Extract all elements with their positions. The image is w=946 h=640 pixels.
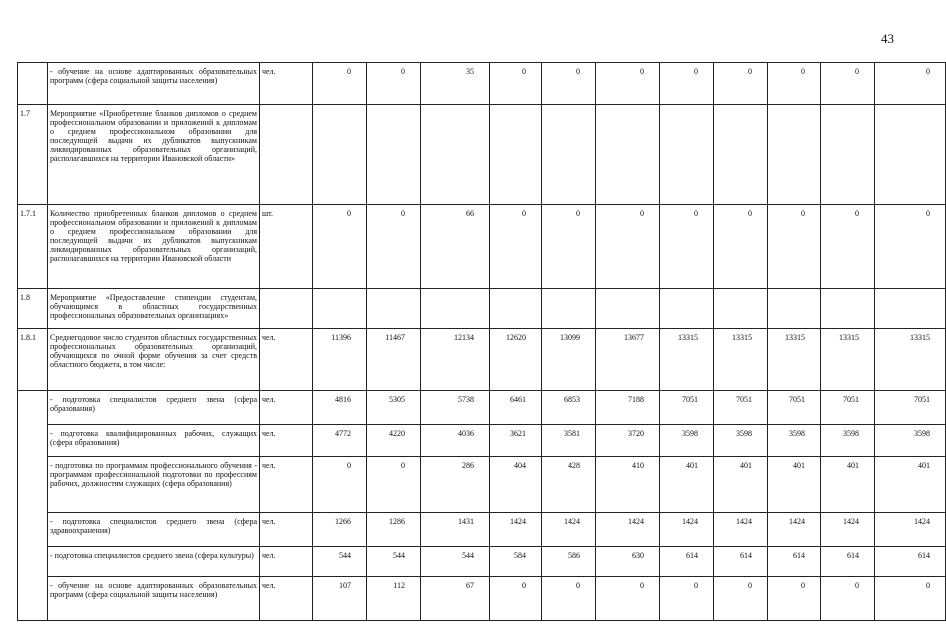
value-cell: 614 <box>768 547 821 577</box>
value-cell: 428 <box>542 457 596 513</box>
value-cell <box>660 105 714 205</box>
indicator-description: Мероприятие «Предоставление стипендии студентам, обучающимся в областных государственных профессиональных образовательных организациях» <box>48 289 260 329</box>
value-cell <box>768 289 821 329</box>
value-cell <box>542 105 596 205</box>
row-number: 1.7 <box>18 105 48 205</box>
value-cell: 1424 <box>542 513 596 547</box>
value-cell: 1431 <box>421 513 490 547</box>
value-cell <box>367 105 421 205</box>
value-cell: 630 <box>596 547 660 577</box>
value-cell: 401 <box>875 457 946 513</box>
value-cell: 0 <box>875 63 946 105</box>
table-row <box>18 105 946 205</box>
value-cell <box>367 289 421 329</box>
row-number <box>18 63 48 105</box>
indicator-description: - подготовка по программам профессионального обучения - программам профессиональной подготовки по профессиям рабочих, должностям служащих (сфера образования) <box>48 457 260 513</box>
value-cell: 401 <box>768 457 821 513</box>
value-cell <box>490 289 542 329</box>
value-cell: 0 <box>490 205 542 289</box>
value-cell: 0 <box>821 63 875 105</box>
unit-cell: чел. <box>260 457 313 513</box>
value-cell: 0 <box>313 63 367 105</box>
unit-cell <box>260 289 313 329</box>
value-cell: 544 <box>367 547 421 577</box>
value-cell: 13315 <box>714 329 768 391</box>
value-cell: 0 <box>367 63 421 105</box>
value-cell: 0 <box>490 577 542 621</box>
value-cell: 410 <box>596 457 660 513</box>
value-cell: 0 <box>367 457 421 513</box>
value-cell: 35 <box>421 63 490 105</box>
value-cell: 614 <box>821 547 875 577</box>
value-cell <box>421 105 490 205</box>
unit-cell <box>260 105 313 205</box>
value-cell: 586 <box>542 547 596 577</box>
value-cell: 107 <box>313 577 367 621</box>
value-cell: 3581 <box>542 425 596 457</box>
value-cell <box>421 289 490 329</box>
value-cell <box>313 105 367 205</box>
value-cell: 13315 <box>821 329 875 391</box>
value-cell: 0 <box>714 63 768 105</box>
value-cell: 7051 <box>875 391 946 425</box>
value-cell: 584 <box>490 547 542 577</box>
value-cell: 3598 <box>660 425 714 457</box>
value-cell: 0 <box>714 577 768 621</box>
value-cell: 1424 <box>768 513 821 547</box>
value-cell: 4772 <box>313 425 367 457</box>
table-row <box>18 577 946 621</box>
unit-cell: чел. <box>260 547 313 577</box>
value-cell: 1424 <box>490 513 542 547</box>
value-cell <box>542 289 596 329</box>
value-cell: 614 <box>714 547 768 577</box>
indicators-table <box>17 62 946 621</box>
value-cell: 13315 <box>875 329 946 391</box>
value-cell <box>596 289 660 329</box>
value-cell: 1424 <box>660 513 714 547</box>
value-cell: 1424 <box>714 513 768 547</box>
row-number <box>18 513 48 547</box>
value-cell: 0 <box>542 63 596 105</box>
value-cell: 13099 <box>542 329 596 391</box>
value-cell: 7051 <box>714 391 768 425</box>
value-cell: 0 <box>821 577 875 621</box>
value-cell: 4036 <box>421 425 490 457</box>
value-cell: 544 <box>421 547 490 577</box>
value-cell: 13315 <box>768 329 821 391</box>
value-cell: 4816 <box>313 391 367 425</box>
value-cell: 0 <box>821 205 875 289</box>
value-cell: 112 <box>367 577 421 621</box>
value-cell: 0 <box>313 457 367 513</box>
table-row <box>18 289 946 329</box>
value-cell <box>714 289 768 329</box>
row-number <box>18 547 48 577</box>
value-cell: 404 <box>490 457 542 513</box>
value-cell <box>821 105 875 205</box>
value-cell: 3720 <box>596 425 660 457</box>
row-number: 1.7.1 <box>18 205 48 289</box>
value-cell: 0 <box>768 577 821 621</box>
value-cell: 11467 <box>367 329 421 391</box>
value-cell: 7051 <box>660 391 714 425</box>
value-cell: 0 <box>660 205 714 289</box>
value-cell: 0 <box>542 205 596 289</box>
value-cell: 6461 <box>490 391 542 425</box>
value-cell: 1424 <box>596 513 660 547</box>
value-cell <box>714 105 768 205</box>
value-cell: 67 <box>421 577 490 621</box>
unit-cell: чел. <box>260 329 313 391</box>
value-cell: 12620 <box>490 329 542 391</box>
indicator-description: - обучение на основе адаптированных образовательных программ (сфера социальной защиты населения) <box>48 577 260 621</box>
unit-cell: чел. <box>260 391 313 425</box>
value-cell: 11396 <box>313 329 367 391</box>
value-cell: 0 <box>875 577 946 621</box>
page-number: 43 <box>881 31 894 46</box>
unit-cell: чел. <box>260 513 313 547</box>
value-cell: 3621 <box>490 425 542 457</box>
table-row <box>18 205 946 289</box>
value-cell: 7188 <box>596 391 660 425</box>
unit-cell: чел. <box>260 577 313 621</box>
table-row <box>18 425 946 457</box>
value-cell <box>313 289 367 329</box>
value-cell: 0 <box>660 577 714 621</box>
value-cell: 286 <box>421 457 490 513</box>
value-cell: 7051 <box>821 391 875 425</box>
value-cell: 4220 <box>367 425 421 457</box>
row-number: 1.8.1 <box>18 329 48 391</box>
value-cell: 0 <box>768 63 821 105</box>
value-cell: 544 <box>313 547 367 577</box>
value-cell: 401 <box>714 457 768 513</box>
value-cell: 0 <box>490 63 542 105</box>
indicator-description: Среднегодовое число студентов областных государственных профессиональных образовательных организаций, обучающихся по очной форме обучения за счет средств областного бюджета, в том числе: <box>48 329 260 391</box>
value-cell: 13677 <box>596 329 660 391</box>
value-cell: 0 <box>768 205 821 289</box>
value-cell <box>875 105 946 205</box>
value-cell: 614 <box>875 547 946 577</box>
value-cell: 1286 <box>367 513 421 547</box>
value-cell: 0 <box>596 205 660 289</box>
value-cell: 1424 <box>821 513 875 547</box>
row-number: 1.8 <box>18 289 48 329</box>
value-cell: 1424 <box>875 513 946 547</box>
value-cell: 3598 <box>714 425 768 457</box>
table-row <box>18 329 946 391</box>
value-cell: 614 <box>660 547 714 577</box>
value-cell: 3598 <box>875 425 946 457</box>
indicator-description: Количество приобретенных бланков дипломов о среднем профессиональном образовании и приложений к дипломам о среднем профессиональном образовании для последующей выдачи их дубликатов выпускникам ликвидированных образовательных организаций, располагавшихся на территории Ивановской области <box>48 205 260 289</box>
unit-cell: чел. <box>260 63 313 105</box>
value-cell: 5738 <box>421 391 490 425</box>
table-row <box>18 547 946 577</box>
value-cell: 5305 <box>367 391 421 425</box>
value-cell: 1266 <box>313 513 367 547</box>
indicator-description: - подготовка специалистов среднего звена (сфера здравоохранения) <box>48 513 260 547</box>
row-number <box>18 425 48 457</box>
value-cell: 12134 <box>421 329 490 391</box>
value-cell: 7051 <box>768 391 821 425</box>
indicator-description: Мероприятие «Приобретение бланков дипломов о среднем профессиональном образовании и приложений к дипломам о среднем профессиональном образовании для последующей выдачи их дубликатов выпускникам ликвидированных образовательных организаций, располагавшихся на территории Ивановской области» <box>48 105 260 205</box>
value-cell: 401 <box>821 457 875 513</box>
value-cell: 0 <box>542 577 596 621</box>
value-cell: 6853 <box>542 391 596 425</box>
value-cell <box>821 289 875 329</box>
indicator-description: - подготовка специалистов среднего звена (сфера образования) <box>48 391 260 425</box>
value-cell <box>768 105 821 205</box>
value-cell: 66 <box>421 205 490 289</box>
value-cell: 0 <box>596 63 660 105</box>
value-cell: 0 <box>660 63 714 105</box>
table-row <box>18 457 946 513</box>
table-row <box>18 391 946 425</box>
value-cell: 3598 <box>768 425 821 457</box>
value-cell: 0 <box>367 205 421 289</box>
row-number <box>18 391 48 425</box>
unit-cell: чел. <box>260 425 313 457</box>
unit-cell: шт. <box>260 205 313 289</box>
value-cell <box>875 289 946 329</box>
value-cell: 0 <box>596 577 660 621</box>
indicator-description: - подготовка специалистов среднего звена (сфера культуры) <box>48 547 260 577</box>
table-row <box>18 63 946 105</box>
value-cell: 0 <box>714 205 768 289</box>
value-cell: 0 <box>875 205 946 289</box>
value-cell: 3598 <box>821 425 875 457</box>
indicator-description: - подготовка квалифицированных рабочих, служащих (сфера образования) <box>48 425 260 457</box>
value-cell: 401 <box>660 457 714 513</box>
value-cell: 13315 <box>660 329 714 391</box>
indicator-description: - обучение на основе адаптированных образовательных программ (сфера социальной защиты населения) <box>48 63 260 105</box>
row-number <box>18 457 48 513</box>
row-number <box>18 577 48 621</box>
value-cell: 0 <box>313 205 367 289</box>
value-cell <box>596 105 660 205</box>
value-cell <box>490 105 542 205</box>
table-row <box>18 513 946 547</box>
value-cell <box>660 289 714 329</box>
